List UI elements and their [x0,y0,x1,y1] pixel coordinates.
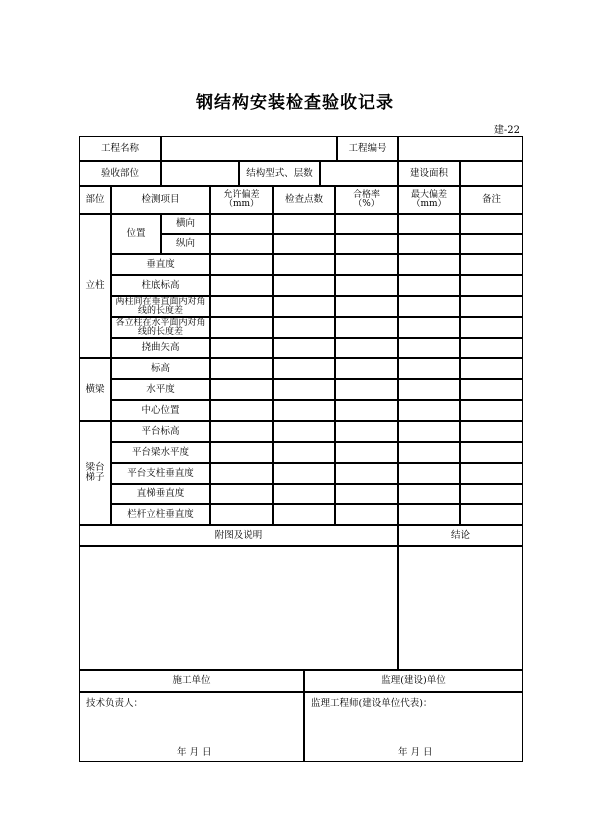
data-cell[interactable] [273,317,335,338]
data-cell[interactable] [398,400,460,421]
data-cell[interactable] [210,463,273,484]
data-cell[interactable] [210,317,273,338]
supervisor-label: 监理工程师(建设单位代表)： [311,698,433,709]
item-longitudinal: 纵向 [161,234,210,254]
item-beam-levelness: 水平度 [111,379,210,400]
structure-type-label: 结构型式、层数 [239,161,320,186]
item-beam-elevation: 标高 [111,358,210,379]
data-cell[interactable] [273,484,335,504]
data-cell[interactable] [335,421,398,442]
data-cell[interactable] [273,234,335,254]
data-cell[interactable] [335,234,398,254]
data-cell[interactable] [210,484,273,504]
project-number-field[interactable] [398,136,523,161]
conclusion-area[interactable] [398,546,523,670]
col-header-check-points: 检查点数 [273,186,335,214]
item-platform-elevation: 平台标高 [111,421,210,442]
data-cell[interactable] [335,379,398,400]
data-cell[interactable] [210,358,273,379]
col-header-allowed-deviation: 允许偏差 （mm） [210,186,273,214]
data-cell[interactable] [210,296,273,317]
inspection-part-label: 验收部位 [79,161,161,186]
data-cell[interactable] [210,379,273,400]
item-camber: 挠曲矢高 [111,338,210,358]
data-cell[interactable] [210,338,273,358]
data-cell[interactable] [273,275,335,296]
data-cell[interactable] [273,400,335,421]
project-name-field[interactable] [161,136,337,161]
data-cell[interactable] [460,338,523,358]
data-cell[interactable] [398,463,460,484]
data-cell[interactable] [335,358,398,379]
col-header-pass-rate: 合格率 （%） [335,186,398,214]
data-cell[interactable] [210,442,273,463]
inspection-part-field[interactable] [161,161,239,186]
data-cell[interactable] [460,358,523,379]
data-cell[interactable] [210,234,273,254]
col-header-remarks: 备注 [460,186,523,214]
data-cell[interactable] [335,463,398,484]
data-cell[interactable] [335,504,398,525]
data-cell[interactable] [210,275,273,296]
data-cell[interactable] [398,214,460,234]
tech-lead-label: 技术负责人： [86,698,144,709]
col-header-item: 检测项目 [111,186,210,214]
construction-date: 年 月 日 [177,747,212,758]
data-cell[interactable] [398,421,460,442]
notes-label: 附图及说明 [79,525,398,546]
item-vertical-plane-diagonal: 两柱间在垂直面内对角 线的长度差 [111,296,210,317]
data-cell[interactable] [210,214,273,234]
data-cell[interactable] [398,504,460,525]
data-cell[interactable] [335,484,398,504]
data-cell[interactable] [273,442,335,463]
data-cell[interactable] [398,484,460,504]
col-header-max-deviation: 最大偏差 （mm） [398,186,460,214]
data-cell[interactable] [335,442,398,463]
data-cell[interactable] [398,358,460,379]
data-cell[interactable] [273,358,335,379]
construction-unit-label: 施工单位 [79,670,304,692]
data-cell[interactable] [335,338,398,358]
data-cell[interactable] [398,234,460,254]
data-cell[interactable] [398,338,460,358]
data-cell[interactable] [210,504,273,525]
supervision-unit-label: 监理(建设)单位 [304,670,523,692]
data-cell[interactable] [273,214,335,234]
item-ladder-verticality: 直梯垂直度 [111,484,210,504]
data-cell[interactable] [460,504,523,525]
data-cell[interactable] [460,400,523,421]
data-cell[interactable] [273,504,335,525]
data-cell[interactable] [335,275,398,296]
project-number-label: 工程编号 [337,136,398,161]
data-cell[interactable] [273,254,335,275]
data-cell[interactable] [460,463,523,484]
form-code: 建-22 [493,125,520,136]
building-area-label: 建设面积 [398,161,460,186]
data-cell[interactable] [460,275,523,296]
data-cell[interactable] [398,317,460,338]
item-horizontal-plane-diagonal: 各立柱在水平面内对角 线的长度差 [111,317,210,338]
item-platform-column-verticality: 平台支柱垂直度 [111,463,210,484]
data-cell[interactable] [335,254,398,275]
data-cell[interactable] [335,317,398,338]
item-platform-beam-levelness: 平台梁水平度 [111,442,210,463]
data-cell[interactable] [398,379,460,400]
data-cell[interactable] [210,421,273,442]
data-cell[interactable] [335,214,398,234]
item-lateral: 横向 [161,214,210,234]
data-cell[interactable] [398,254,460,275]
item-center-position: 中心位置 [111,400,210,421]
data-cell[interactable] [210,254,273,275]
data-cell[interactable] [335,400,398,421]
data-cell[interactable] [460,214,523,234]
data-cell[interactable] [398,442,460,463]
item-verticality: 垂直度 [111,254,210,275]
data-cell[interactable] [460,317,523,338]
data-cell[interactable] [460,421,523,442]
data-cell[interactable] [273,296,335,317]
section-beam-label: 横梁 [79,358,111,421]
project-name-label: 工程名称 [79,136,161,161]
conclusion-label: 结论 [398,525,523,546]
supervision-date: 年 月 日 [398,747,433,758]
item-position: 位置 [111,214,161,254]
col-header-part: 部位 [79,186,111,214]
item-base-elevation: 柱底标高 [111,275,210,296]
section-column-label: 立柱 [79,214,111,358]
data-cell[interactable] [398,275,460,296]
data-cell[interactable] [460,296,523,317]
data-cell[interactable] [335,296,398,317]
data-cell[interactable] [273,421,335,442]
data-cell[interactable] [210,400,273,421]
data-cell[interactable] [460,379,523,400]
item-railing-post-verticality: 栏杆立柱垂直度 [111,504,210,525]
section-platform-label: 梁台 梯子 [79,421,111,525]
data-cell[interactable] [273,379,335,400]
data-cell[interactable] [460,442,523,463]
building-area-field[interactable] [460,161,523,186]
data-cell[interactable] [273,338,335,358]
page-title: 钢结构安装检查验收记录 [196,93,394,113]
data-cell[interactable] [460,254,523,275]
data-cell[interactable] [460,234,523,254]
data-cell[interactable] [460,484,523,504]
data-cell[interactable] [273,463,335,484]
notes-area[interactable] [79,546,398,670]
structure-type-field[interactable] [320,161,398,186]
data-cell[interactable] [398,296,460,317]
